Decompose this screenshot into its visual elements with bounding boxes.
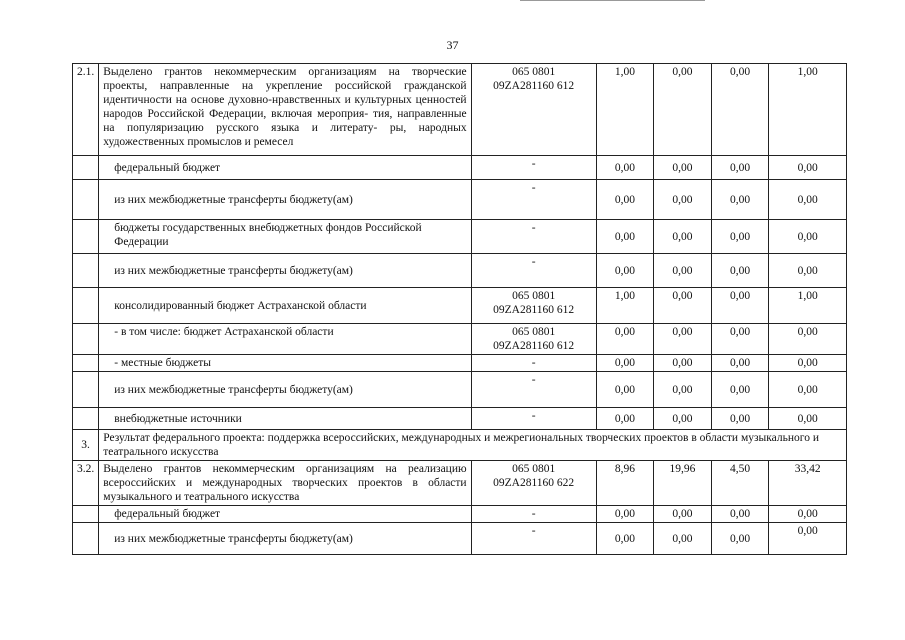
table-row [73, 156, 847, 180]
row-number: 3. [73, 430, 99, 461]
value-2021: 0,00 [711, 64, 769, 156]
value-2020: 0,00 [654, 355, 712, 372]
table-row [73, 220, 847, 254]
value-2021: 0,00 [711, 372, 769, 408]
budget-table [72, 63, 847, 555]
value-2021: 0,00 [711, 180, 769, 220]
value-total: 0,00 [769, 372, 847, 408]
budget-code: - [471, 156, 596, 180]
value-2020: 0,00 [654, 156, 712, 180]
row-description: - в том числе: бюджет Астраханской области [99, 324, 471, 355]
budget-code: - [471, 372, 596, 408]
value-2021: 0,00 [711, 220, 769, 254]
row-description: из них межбюджетные трансферты бюджету(ам) [99, 523, 471, 555]
row-number [73, 180, 99, 220]
row-number [73, 408, 99, 430]
value-2019: 0,00 [596, 523, 654, 555]
value-2019: 0,00 [596, 506, 654, 523]
value-2020: 0,00 [654, 180, 712, 220]
table-row [73, 64, 847, 156]
table-row [73, 506, 847, 523]
row-description: внебюджетные источники [99, 408, 471, 430]
budget-code: - [471, 408, 596, 430]
value-2019: 0,00 [596, 372, 654, 408]
value-2019: 0,00 [596, 355, 654, 372]
budget-code: - [471, 523, 596, 555]
budget-code: 065 0801 09ZA281160 612 [471, 324, 596, 355]
value-total: 1,00 [769, 288, 847, 324]
value-total: 0,00 [769, 180, 847, 220]
table-row [73, 461, 847, 506]
value-2021: 0,00 [711, 156, 769, 180]
top-rule [520, 0, 705, 1]
budget-code: 065 0801 09ZA281160 622 [471, 461, 596, 506]
table-row [73, 523, 847, 555]
value-total: 0,00 [769, 220, 847, 254]
table-row [73, 372, 847, 408]
value-2021: 4,50 [711, 461, 769, 506]
row-number [73, 355, 99, 372]
value-2021: 0,00 [711, 506, 769, 523]
budget-code: - [471, 220, 596, 254]
value-2020: 19,96 [654, 461, 712, 506]
table-row [73, 288, 847, 324]
row-description: из них межбюджетные трансферты бюджету(ам) [99, 254, 471, 288]
value-2019: 0,00 [596, 180, 654, 220]
budget-code: - [471, 254, 596, 288]
value-2021: 0,00 [711, 523, 769, 555]
row-description: Выделено грантов некоммерческим организациям на реализацию всероссийских и международных творческих проектов в области музыкального и театрального искусства [99, 461, 471, 506]
value-2021: 0,00 [711, 408, 769, 430]
table-row [73, 180, 847, 220]
value-2019: 1,00 [596, 288, 654, 324]
value-2020: 0,00 [654, 506, 712, 523]
value-total: 33,42 [769, 461, 847, 506]
value-2019: 8,96 [596, 461, 654, 506]
value-2020: 0,00 [654, 408, 712, 430]
row-description: из них межбюджетные трансферты бюджету(ам) [99, 372, 471, 408]
row-number [73, 506, 99, 523]
budget-code: - [471, 506, 596, 523]
table-row [73, 254, 847, 288]
value-2019: 0,00 [596, 408, 654, 430]
row-number [73, 288, 99, 324]
row-number [73, 254, 99, 288]
row-description: бюджеты государственных внебюджетных фондов Российской Федерации [99, 220, 471, 254]
value-total: 0,00 [769, 254, 847, 288]
value-2020: 0,00 [654, 64, 712, 156]
value-total: 0,00 [769, 506, 847, 523]
row-description: - местные бюджеты [99, 355, 471, 372]
row-description: из них межбюджетные трансферты бюджету(ам) [99, 180, 471, 220]
table-row [73, 324, 847, 355]
value-2020: 0,00 [654, 372, 712, 408]
value-total: 0,00 [769, 324, 847, 355]
value-2019: 0,00 [596, 324, 654, 355]
value-2020: 0,00 [654, 220, 712, 254]
value-total: 0,00 [769, 523, 847, 555]
row-number: 2.1. [73, 64, 99, 156]
value-2020: 0,00 [654, 523, 712, 555]
budget-code: 065 0801 09ZA281160 612 [471, 288, 596, 324]
value-2019: 0,00 [596, 220, 654, 254]
value-total: 0,00 [769, 408, 847, 430]
value-2019: 1,00 [596, 64, 654, 156]
budget-code: - [471, 180, 596, 220]
row-number [73, 324, 99, 355]
row-number [73, 372, 99, 408]
budget-code: 065 0801 09ZA281160 612 [471, 64, 596, 156]
value-2020: 0,00 [654, 288, 712, 324]
value-total: 0,00 [769, 355, 847, 372]
row-description: Выделено грантов некоммерческим организациям на творческие проекты, направленные на укрепление российской гражданской идентичности на основе духовно-нравственных и культурных ценностей народов Российской Федерации, включая мероприя- тия, направленные на популяризацию русского языка и литерату- ры, народных художественных промыслов и ремесел [99, 64, 471, 156]
value-2020: 0,00 [654, 254, 712, 288]
row-description: федеральный бюджет [99, 156, 471, 180]
row-number [73, 220, 99, 254]
row-number [73, 523, 99, 555]
row-description: федеральный бюджет [99, 506, 471, 523]
value-2021: 0,00 [711, 254, 769, 288]
row-number [73, 156, 99, 180]
row-description: консолидированный бюджет Астраханской области [99, 288, 471, 324]
section-row [73, 430, 847, 461]
page-number: 37 [446, 38, 459, 52]
value-2021: 0,00 [711, 355, 769, 372]
value-total: 0,00 [769, 156, 847, 180]
table-row [73, 408, 847, 430]
value-2021: 0,00 [711, 324, 769, 355]
value-2019: 0,00 [596, 254, 654, 288]
value-total: 1,00 [769, 64, 847, 156]
section-title: Результат федерального проекта: поддержка всероссийских, международных и межрегиональных творческих проектов в области музыкального и театрального искусства [99, 430, 847, 461]
row-number: 3.2. [73, 461, 99, 506]
value-2019: 0,00 [596, 156, 654, 180]
value-2020: 0,00 [654, 324, 712, 355]
table-row [73, 355, 847, 372]
value-2021: 0,00 [711, 288, 769, 324]
budget-code: - [471, 355, 596, 372]
